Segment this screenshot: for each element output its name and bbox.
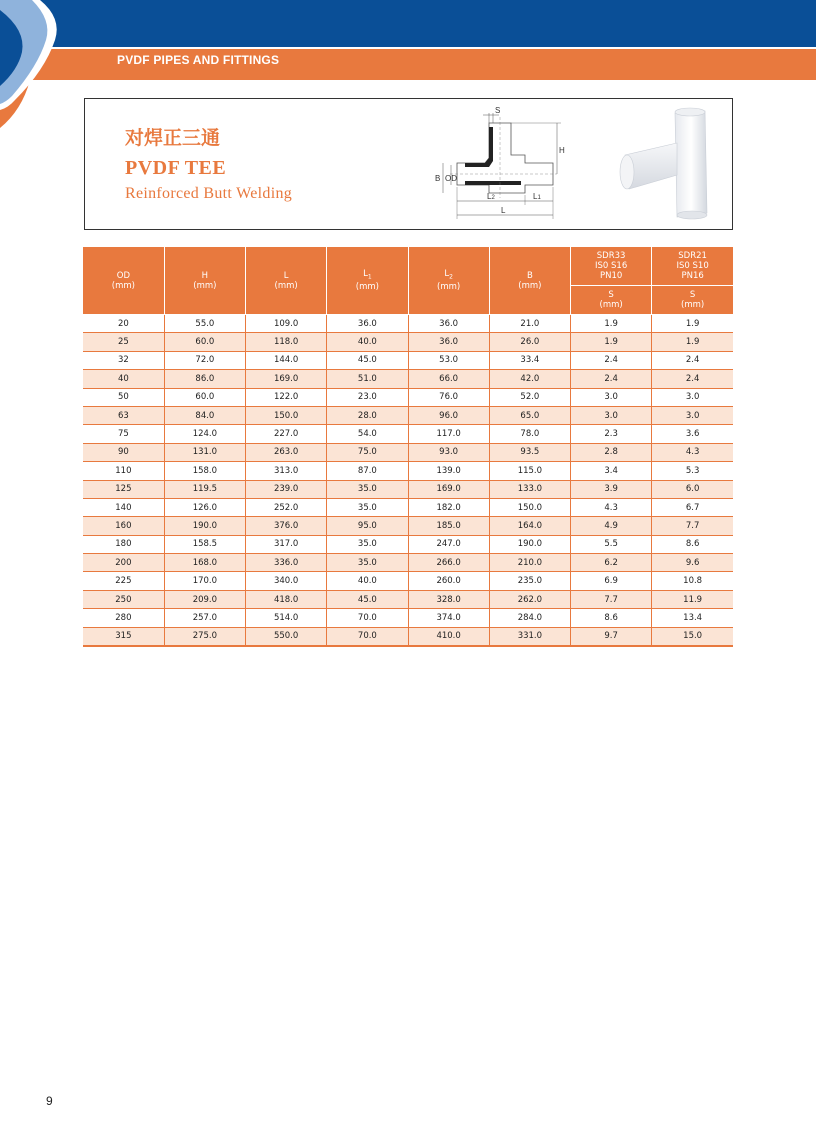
table-cell: 124.0 (164, 425, 245, 443)
table-cell: 60.0 (164, 333, 245, 351)
table-cell: 185.0 (408, 517, 489, 535)
specification-table (83, 247, 733, 647)
table-row (83, 627, 733, 646)
table-cell: 263.0 (246, 443, 327, 461)
diagram-label-l2: L (487, 192, 492, 201)
table-cell: 150.0 (246, 406, 327, 424)
table-cell: 50 (83, 388, 164, 406)
table-cell: 374.0 (408, 609, 489, 627)
table-cell: 6.7 (652, 498, 733, 516)
table-cell: 168.0 (164, 554, 245, 572)
table-cell: 109.0 (246, 315, 327, 333)
table-cell: 115.0 (489, 462, 570, 480)
table-cell: 36.0 (408, 333, 489, 351)
table-cell: 315 (83, 627, 164, 646)
svg-text:L1 (533, 192, 541, 201)
table-cell: 28.0 (327, 406, 408, 424)
tee-dimension-diagram (425, 103, 565, 223)
table-row (83, 333, 733, 351)
table-cell: 182.0 (408, 498, 489, 516)
table-cell: 35.0 (327, 480, 408, 498)
table-cell: 418.0 (246, 590, 327, 608)
table-cell: 250 (83, 590, 164, 608)
table-cell: 260.0 (408, 572, 489, 590)
table-cell: 180 (83, 535, 164, 553)
table-cell: 55.0 (164, 315, 245, 333)
table-cell: 6.0 (652, 480, 733, 498)
page-number: 9 (46, 1094, 53, 1108)
table-cell: 2.8 (571, 443, 652, 461)
table-cell: 72.0 (164, 351, 245, 369)
table-cell: 90 (83, 443, 164, 461)
table-cell: 119.5 (164, 480, 245, 498)
col-header-l1: $L_1$ (mm) (327, 247, 408, 315)
table-cell: 210.0 (489, 554, 570, 572)
table-cell: 45.0 (327, 351, 408, 369)
table-cell: 266.0 (408, 554, 489, 572)
table-cell: 340.0 (246, 572, 327, 590)
table-cell: 21.0 (489, 315, 570, 333)
table-cell: 35.0 (327, 535, 408, 553)
table-row (83, 554, 733, 572)
table-cell: 93.5 (489, 443, 570, 461)
table-cell: 75 (83, 425, 164, 443)
table-cell: 13.4 (652, 609, 733, 627)
table-cell: 170.0 (164, 572, 245, 590)
table-cell: 45.0 (327, 590, 408, 608)
table-cell: 23.0 (327, 388, 408, 406)
table-cell: 169.0 (408, 480, 489, 498)
table-cell: 96.0 (408, 406, 489, 424)
table-cell: 2.4 (571, 370, 652, 388)
table-cell: 78.0 (489, 425, 570, 443)
table-cell: 1.9 (571, 315, 652, 333)
table-cell: 7.7 (571, 590, 652, 608)
table-cell: 317.0 (246, 535, 327, 553)
table-row (83, 370, 733, 388)
product-box (84, 98, 733, 230)
table-cell: 3.0 (571, 406, 652, 424)
table-cell: 376.0 (246, 517, 327, 535)
diagram-label-h: H (559, 146, 565, 155)
table-cell: 126.0 (164, 498, 245, 516)
table-cell: 20 (83, 315, 164, 333)
table-cell: 63 (83, 406, 164, 424)
table-cell: 53.0 (408, 351, 489, 369)
diagram-label-l: L (501, 206, 506, 215)
table-cell: 209.0 (164, 590, 245, 608)
table-cell: 257.0 (164, 609, 245, 627)
table-cell: 36.0 (408, 315, 489, 333)
diagram-label-l1: L (533, 192, 538, 201)
table-cell: 42.0 (489, 370, 570, 388)
col-header-b: B (mm) (489, 247, 570, 315)
col-header-sdr33: SDR33 IS0 S16 PN10 (571, 247, 652, 286)
table-cell: 36.0 (327, 315, 408, 333)
table-cell: 3.6 (652, 425, 733, 443)
table-cell: 66.0 (408, 370, 489, 388)
table-cell: 117.0 (408, 425, 489, 443)
table-cell: 144.0 (246, 351, 327, 369)
table-cell: 40 (83, 370, 164, 388)
table-cell: 51.0 (327, 370, 408, 388)
table-cell: 5.5 (571, 535, 652, 553)
col-header-h: H (mm) (164, 247, 245, 315)
table-cell: 7.7 (652, 517, 733, 535)
table-cell: 86.0 (164, 370, 245, 388)
table-cell: 6.2 (571, 554, 652, 572)
col-header-sdr21: SDR21 IS0 S10 PN16 (652, 247, 733, 286)
table-cell: 252.0 (246, 498, 327, 516)
table-cell: 131.0 (164, 443, 245, 461)
col-header-od: OD (mm) (83, 247, 164, 315)
table-cell: 235.0 (489, 572, 570, 590)
table-cell: 158.0 (164, 462, 245, 480)
table-cell: 247.0 (408, 535, 489, 553)
table-row (83, 462, 733, 480)
product-name-en: PVDF TEE (125, 157, 227, 179)
table-cell: 65.0 (489, 406, 570, 424)
table-cell: 15.0 (652, 627, 733, 646)
table-cell: 239.0 (246, 480, 327, 498)
table-cell: 87.0 (327, 462, 408, 480)
table-row (83, 535, 733, 553)
header-band-blue (0, 0, 816, 49)
table-cell: 110 (83, 462, 164, 480)
table-cell: 10.8 (652, 572, 733, 590)
table-cell: 70.0 (327, 609, 408, 627)
table-row (83, 351, 733, 369)
table-row (83, 480, 733, 498)
table-cell: 40.0 (327, 572, 408, 590)
table-cell: 54.0 (327, 425, 408, 443)
table-cell: 140 (83, 498, 164, 516)
table-cell: 284.0 (489, 609, 570, 627)
table-cell: 2.4 (652, 370, 733, 388)
table-cell: 1.9 (652, 333, 733, 351)
table-cell: 336.0 (246, 554, 327, 572)
table-row (83, 388, 733, 406)
table-cell: 6.9 (571, 572, 652, 590)
table-cell: 26.0 (489, 333, 570, 351)
table-cell: 2.3 (571, 425, 652, 443)
table-cell: 9.6 (652, 554, 733, 572)
table-cell: 32 (83, 351, 164, 369)
table-cell: 3.0 (652, 388, 733, 406)
table-cell: 3.9 (571, 480, 652, 498)
table-cell: 4.9 (571, 517, 652, 535)
table-cell: 328.0 (408, 590, 489, 608)
product-name-cn: 对焊正三通 (125, 127, 221, 149)
table-cell: 8.6 (571, 609, 652, 627)
table-cell: 225 (83, 572, 164, 590)
table-cell: 122.0 (246, 388, 327, 406)
table-cell: 8.6 (652, 535, 733, 553)
table-cell: 2.4 (652, 351, 733, 369)
col-header-s-sdr21: S (mm) (652, 286, 733, 315)
table-cell: 160 (83, 517, 164, 535)
table-row (83, 498, 733, 516)
table-cell: 76.0 (408, 388, 489, 406)
col-header-l: L (mm) (246, 247, 327, 315)
table-cell: 84.0 (164, 406, 245, 424)
table-cell: 118.0 (246, 333, 327, 351)
table-cell: 190.0 (489, 535, 570, 553)
table-cell: 158.5 (164, 535, 245, 553)
table-cell: 40.0 (327, 333, 408, 351)
table-row (83, 406, 733, 424)
diagram-label-l1-sub: 1 (537, 195, 541, 201)
table-cell: 550.0 (246, 627, 327, 646)
product-subtitle: Reinforced Butt Welding (125, 185, 293, 202)
table-row (83, 443, 733, 461)
header-title: PVDF PIPES AND FITTINGS (117, 53, 280, 67)
table-row (83, 572, 733, 590)
table-cell: 169.0 (246, 370, 327, 388)
table-row (83, 517, 733, 535)
table-cell: 200 (83, 554, 164, 572)
diagram-label-s: S (495, 106, 501, 115)
table-cell: 35.0 (327, 498, 408, 516)
diagram-label-b: B (435, 174, 441, 183)
table-row (83, 425, 733, 443)
table-cell: 70.0 (327, 627, 408, 646)
table-cell: 275.0 (164, 627, 245, 646)
table-row (83, 590, 733, 608)
table-cell: 280 (83, 609, 164, 627)
table-cell: 133.0 (489, 480, 570, 498)
table-cell: 2.4 (571, 351, 652, 369)
tee-product-photo (615, 105, 720, 220)
table-cell: 1.9 (571, 333, 652, 351)
table-cell: 313.0 (246, 462, 327, 480)
table-cell: 262.0 (489, 590, 570, 608)
table-cell: 3.0 (652, 406, 733, 424)
table-cell: 33.4 (489, 351, 570, 369)
table-cell: 11.9 (652, 590, 733, 608)
table-cell: 150.0 (489, 498, 570, 516)
table-cell: 1.9 (652, 315, 733, 333)
table-cell: 190.0 (164, 517, 245, 535)
table-cell: 75.0 (327, 443, 408, 461)
table-cell: 164.0 (489, 517, 570, 535)
table-cell: 60.0 (164, 388, 245, 406)
table-cell: 4.3 (652, 443, 733, 461)
table-cell: 93.0 (408, 443, 489, 461)
table-cell: 410.0 (408, 627, 489, 646)
table-row (83, 609, 733, 627)
table-cell: 9.7 (571, 627, 652, 646)
table-cell: 52.0 (489, 388, 570, 406)
diagram-label-od: OD (445, 174, 457, 183)
table-cell: 3.0 (571, 388, 652, 406)
table-cell: 227.0 (246, 425, 327, 443)
col-header-s-sdr33: S (mm) (571, 286, 652, 315)
table-cell: 125 (83, 480, 164, 498)
table-cell: 25 (83, 333, 164, 351)
table-cell: 139.0 (408, 462, 489, 480)
table-cell: 331.0 (489, 627, 570, 646)
table-cell: 514.0 (246, 609, 327, 627)
table-body (83, 315, 733, 647)
table-cell: 3.4 (571, 462, 652, 480)
table-row (83, 315, 733, 333)
table-cell: 95.0 (327, 517, 408, 535)
table-cell: 4.3 (571, 498, 652, 516)
col-header-l2: $L_2$ (mm) (408, 247, 489, 315)
diagram-label-l2-sub: 2 (491, 195, 495, 201)
table-cell: 35.0 (327, 554, 408, 572)
table-cell: 5.3 (652, 462, 733, 480)
